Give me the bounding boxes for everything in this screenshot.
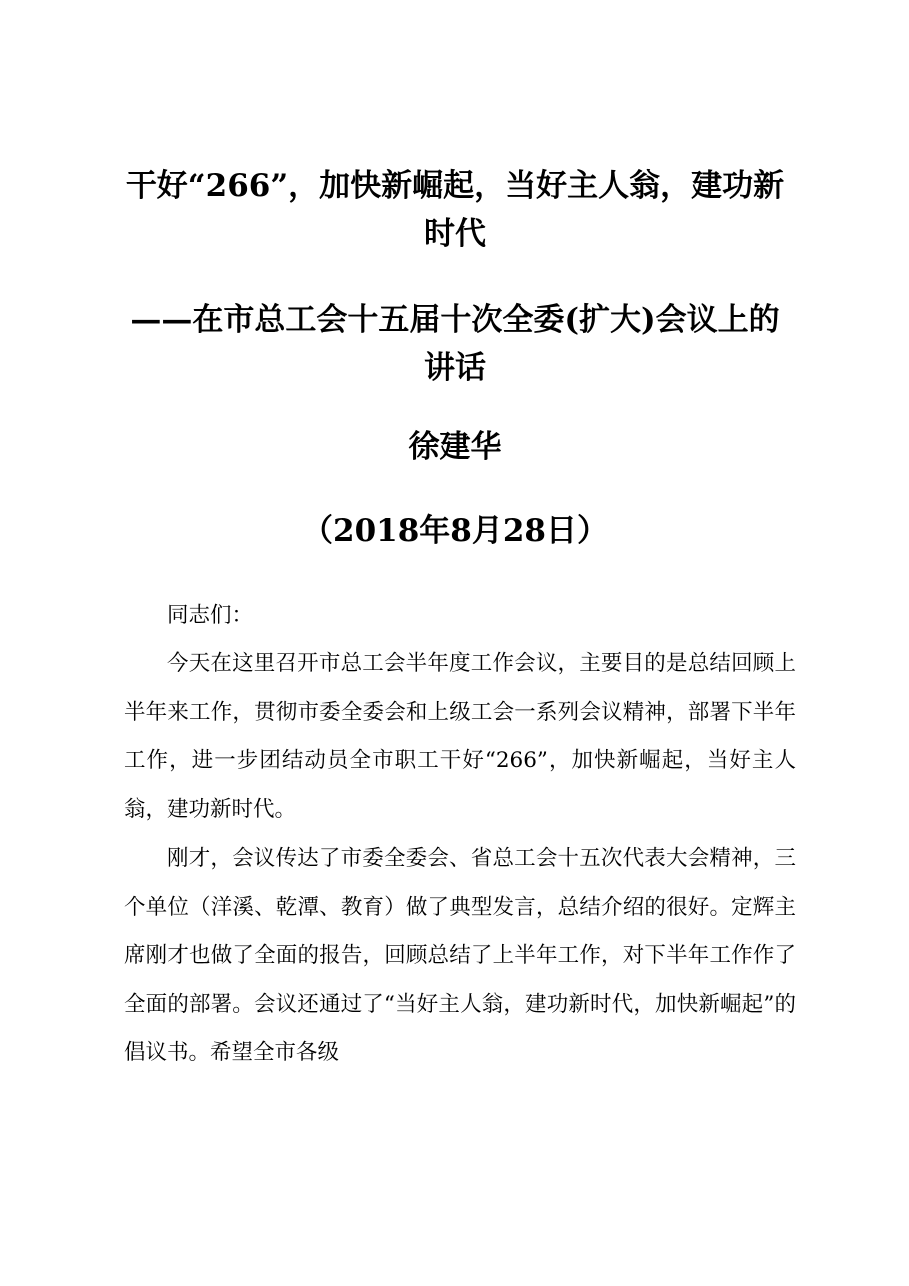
body-paragraph-2: 刚才，会议传达了市委全委会、省总工会十五次代表大会精神，三个单位（洋溪、乾潭、教育）做了典型发言，总结介绍的很好。定辉主席刚才也做了全面的报告，回顾总结了上半年工作，对下半年工作作了全面的部署。会议还通过了“当好主人翁，建功新时代，加快新崛起”的倡议书。希望全市各级 bbox=[124, 846, 796, 1065]
salutation: 同志们： bbox=[167, 603, 254, 628]
author-name: 徐建华 bbox=[408, 429, 502, 465]
document-title: 干好“266”，加快新崛起，当好主人翁，建功新时代 bbox=[125, 168, 785, 252]
speech-date: （2018年8月28日） bbox=[302, 513, 608, 549]
document-subtitle: ——在市总工会十五届十次全委(扩大)会议上的讲话 bbox=[130, 302, 780, 386]
body-paragraph-1: 今天在这里召开市总工会半年度工作会议，主要目的是总结回顾上半年来工作，贯彻市委全委会和上级工会一系列会议精神，部署下半年工作，进一步团结动员全市职工干好“266”，加快新崛起，当好主人翁，建功新时代。 bbox=[124, 651, 796, 822]
